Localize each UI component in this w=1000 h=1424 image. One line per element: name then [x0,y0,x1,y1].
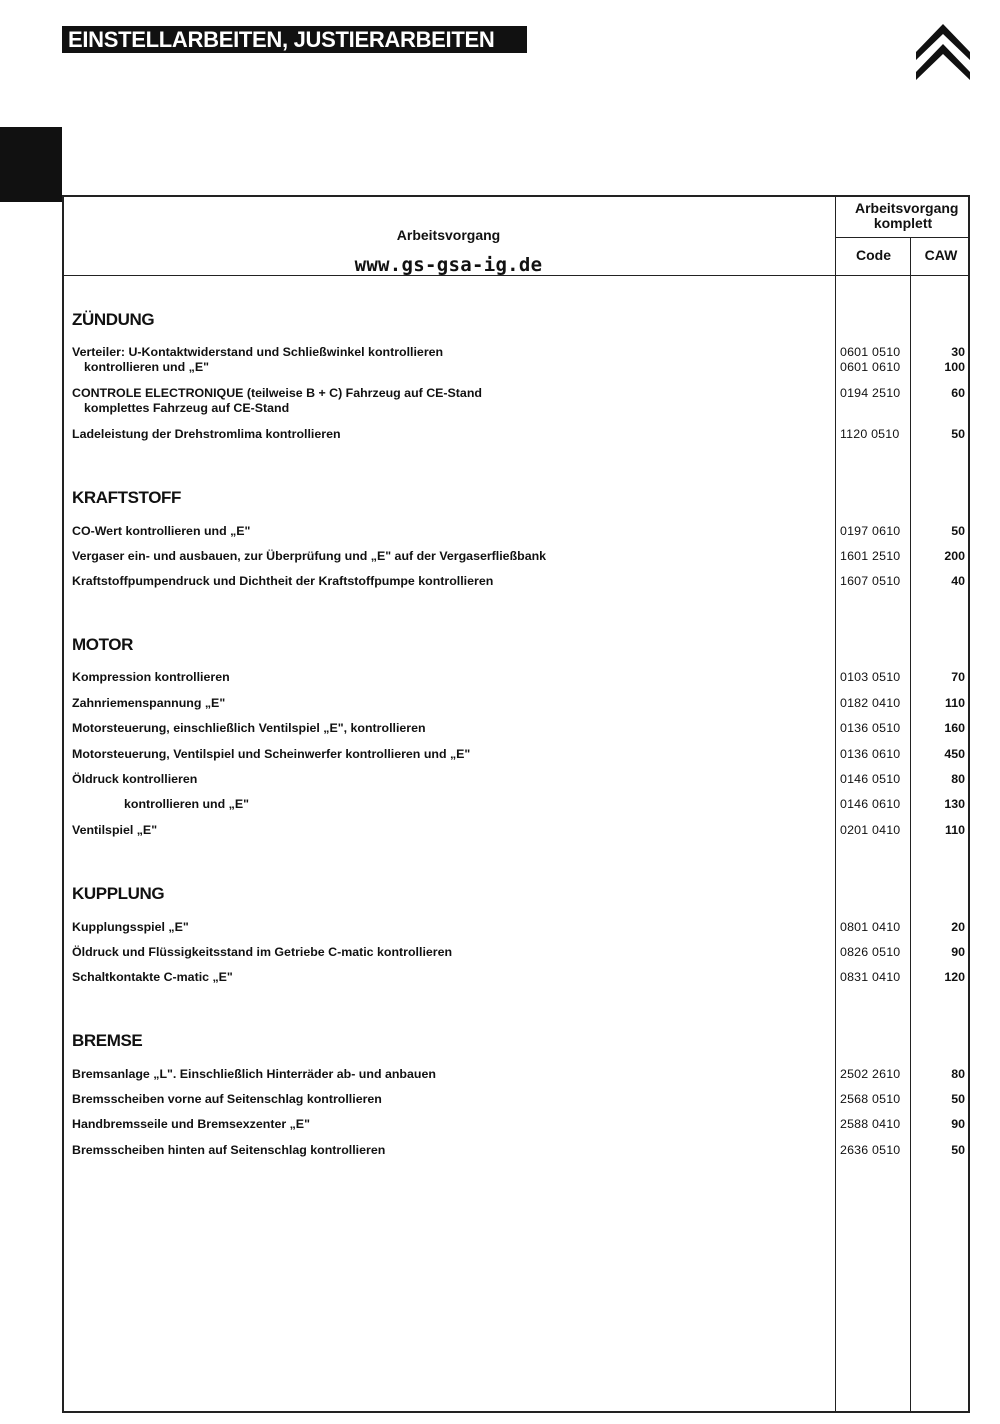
row-desc: Handbremsseile und Bremsexzenter „E" [72,1117,310,1131]
row-caw: 100 [944,360,965,374]
row-code: 0801 0410 [840,920,901,934]
row-caw: 50 [951,1143,965,1157]
row-caw: 120 [944,970,965,984]
row-desc: Schaltkontakte C-matic „E" [72,970,233,984]
row-code: 0103 0510 [840,670,901,684]
row-code: 0826 0510 [840,945,901,959]
row-desc: Kompression kontrollieren [72,670,230,684]
row-desc: Ventilspiel „E" [72,823,158,837]
section-title-kupplung: KUPPLUNG [72,884,165,903]
row-desc: Kupplungsspiel „E" [72,920,189,934]
row-caw: 20 [951,920,965,934]
row-caw: 110 [945,696,965,710]
row-code: 0146 0610 [840,797,901,811]
column-divider-code [910,237,911,1413]
side-register-tab [0,127,62,202]
header-code: Code [856,247,891,263]
section-title-kraftstoff: KRAFTSTOFF [72,488,182,507]
row-caw: 130 [944,797,965,811]
row-desc: Kraftstoffpumpendruck und Dichtheit der Kraftstoffpumpe kontrollieren [72,574,494,588]
row-code: 0201 0410 [840,823,901,837]
row-code: 0146 0510 [840,772,901,786]
row-desc: Bremsscheiben vorne auf Seitenschlag kontrollieren [72,1092,382,1106]
row-code: 0136 0510 [840,721,901,735]
header-arbeitsvorgang-komplett: Arbeitsvorgang komplett [855,200,959,231]
header-caw: CAW [924,247,958,263]
row-code: 0182 0410 [840,696,901,710]
page-title-bar [62,26,527,53]
row-code: 1120 0510 [840,427,900,441]
row-caw: 60 [951,386,965,400]
row-code: 0831 0410 [840,970,901,984]
row-caw: 450 [944,747,965,761]
row-code: 2568 0510 [840,1092,901,1106]
section-title-bremse: BREMSE [72,1031,143,1050]
row-desc: Motorsteuerung, Ventilspiel und Scheinwerfer kontrollieren und „E" [72,747,471,761]
row-caw: 80 [951,772,965,786]
row-desc: CONTROLE ELECTRONIQUE (teilweise B + C) Fahrzeug auf CE-Stand [72,386,482,400]
row-caw: 90 [951,1117,965,1131]
row-desc: Zahnriemenspannung „E" [72,696,226,710]
row-caw: 160 [944,721,965,735]
chevron-logo-icon [914,22,972,80]
row-code: 1601 2510 [840,549,901,563]
row-code: 1607 0510 [840,574,901,588]
header-group-divider [835,237,970,238]
row-code: 2588 0410 [840,1117,901,1131]
row-caw: 50 [951,1092,965,1106]
row-desc: kontrollieren und „E" [84,360,209,374]
column-divider-main [835,195,836,1413]
row-desc: Bremsanlage „L". Einschließlich Hinterräder ab- und anbauen [72,1067,436,1081]
row-desc: CO-Wert kontrollieren und „E" [72,524,251,538]
row-desc: Verteiler: U-Kontaktwiderstand und Schließwinkel kontrollieren [72,345,444,359]
row-code: 2636 0510 [840,1143,901,1157]
row-code: 0601 0610 [840,360,901,374]
header-url: www.gs-gsa-ig.de [354,254,543,276]
row-caw: 200 [944,549,965,563]
row-desc: Vergaser ein- und ausbauen, zur Überprüfung und „E" auf der Vergaserfließbank [72,549,547,563]
row-desc: Bremsscheiben hinten auf Seitenschlag kontrollieren [72,1143,386,1157]
header-arbeitsvorgang: Arbeitsvorgang [396,227,501,243]
row-desc: komplettes Fahrzeug auf CE-Stand [84,401,290,415]
row-desc: Motorsteuerung, einschließlich Ventilspiel „E", kontrollieren [72,721,426,735]
section-title-motor: MOTOR [72,635,133,654]
row-caw: 90 [951,945,965,959]
row-caw: 30 [951,345,965,359]
row-code: 0197 0610 [840,524,901,538]
row-caw: 50 [951,524,965,538]
row-caw: 40 [951,574,965,588]
row-desc: Ladeleistung der Drehstromlima kontrollieren [72,427,341,441]
row-caw: 80 [951,1067,965,1081]
row-caw: 50 [951,427,965,441]
section-title-zuendung: ZÜNDUNG [72,310,155,329]
page-title: EINSTELLARBEITEN, JUSTIERARBEITEN [68,27,495,52]
row-desc: Öldruck kontrollieren [72,772,198,786]
row-code: 0601 0510 [840,345,901,359]
row-code: 0136 0610 [840,747,901,761]
row-desc: kontrollieren und „E" [124,797,249,811]
row-caw: 70 [951,670,965,684]
row-caw: 110 [945,823,965,837]
row-code: 2502 2610 [840,1067,901,1081]
row-desc: Öldruck und Flüssigkeitsstand im Getriebe C-matic kontrollieren [72,945,453,959]
row-code: 0194 2510 [840,386,901,400]
